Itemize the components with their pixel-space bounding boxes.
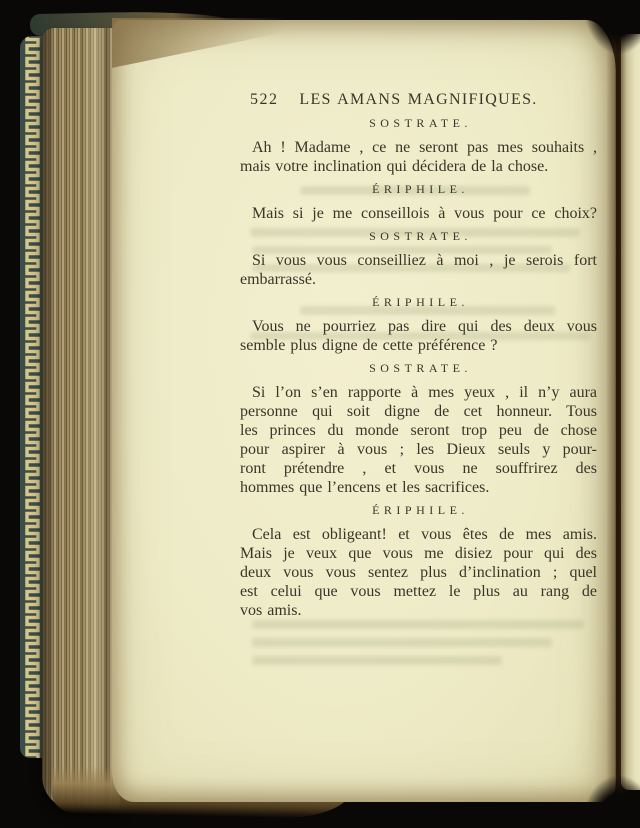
text-line: pour aspirer à vous ; les Dieux seuls y pour- <box>240 441 597 458</box>
text-line: vos amis. <box>240 602 302 619</box>
speaker-heading: ÉRIPHILE. <box>372 503 469 517</box>
page-edges <box>42 28 120 810</box>
book-page <box>112 20 616 802</box>
speech <box>240 229 597 289</box>
speech-text <box>240 138 597 176</box>
speech <box>240 295 597 355</box>
text-line: personne qui soit digne de cet honneur. Tous <box>240 403 597 420</box>
speech-text <box>240 204 597 223</box>
text-line: hommes que l’encens et les sacrifices. <box>240 479 490 496</box>
text-line: Si vous vous conseilliez à moi , je serois fort <box>252 252 597 269</box>
speech-text <box>240 383 597 497</box>
speech <box>240 116 597 176</box>
speaker-heading: SOSTRATE. <box>369 116 472 130</box>
ink-bleedthrough <box>252 620 584 629</box>
text-line: Mais si je me conseillois à vous pour ce choix? <box>252 205 597 222</box>
speech <box>240 503 597 620</box>
text-line: semble plus digne de cette préférence ? <box>240 337 498 354</box>
page-text <box>240 90 597 620</box>
speaker-heading: SOSTRATE. <box>369 361 472 375</box>
speaker-heading: ÉRIPHILE. <box>372 182 469 196</box>
gutter-shadow <box>606 18 626 806</box>
text-line: les princes du monde seront trop peu de chose <box>240 422 597 439</box>
speaker-heading: ÉRIPHILE. <box>372 295 469 309</box>
running-title: LES AMANS MAGNIFIQUES. <box>299 91 538 108</box>
ink-bleedthrough <box>252 638 552 647</box>
text-line: Mais je veux que vous me disiez pour qui des <box>240 545 597 562</box>
page-number: 522 <box>250 91 279 108</box>
text-line: Si l’on s’en rapporte à mes yeux , il n’y aura <box>252 384 597 401</box>
ink-bleedthrough <box>252 656 502 665</box>
speech-text <box>240 525 597 620</box>
gutter-shadow-bottom <box>586 754 640 828</box>
gutter-shadow-top <box>584 0 640 80</box>
running-header <box>240 90 597 110</box>
speaker-heading: SOSTRATE. <box>369 229 472 243</box>
speech <box>240 361 597 497</box>
speech <box>240 182 597 223</box>
text-line: est celui que vous mettez le plus au rang de <box>240 583 597 600</box>
text-line: Cela est obligeant! et vous êtes de mes amis. <box>252 526 597 543</box>
text-line: deux vous vous sentez plus d’inclination ; quel <box>240 564 597 581</box>
text-line: embarrassé. <box>240 271 316 288</box>
text-line: ront prétendre , et vous ne souffrirez des <box>240 460 597 477</box>
speech-text <box>240 251 597 289</box>
text-line: Vous ne pourriez pas dire qui des deux vous <box>252 318 597 335</box>
text-line: Ah ! Madame , ce ne seront pas mes souhaits , <box>252 139 597 156</box>
speech-text <box>240 317 597 355</box>
text-line: mais votre inclination qui décidera de la chose. <box>240 158 549 175</box>
